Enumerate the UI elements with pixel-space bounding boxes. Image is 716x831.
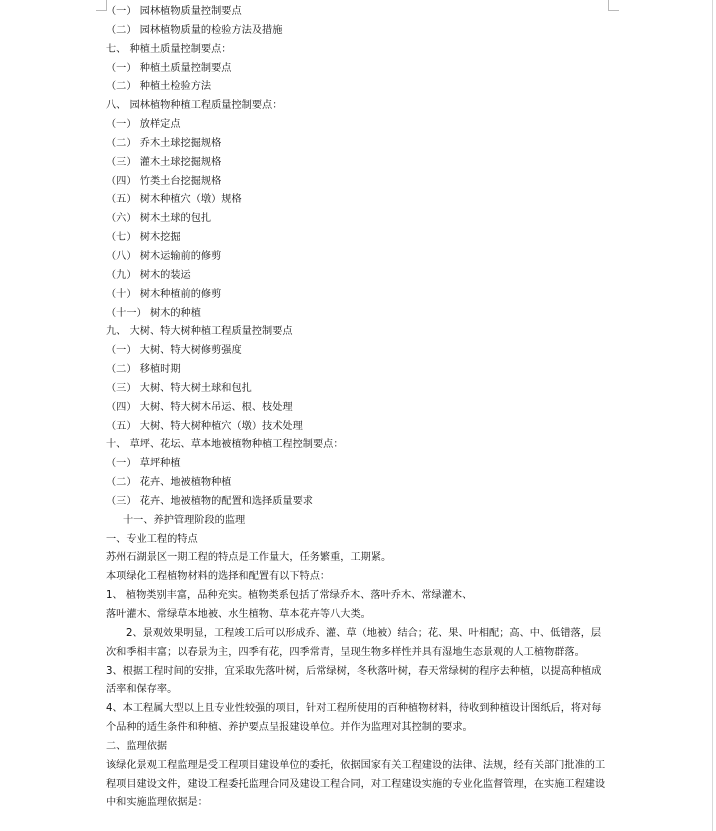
document-body	[106, 3, 611, 813]
text-line: （二） 花卉、地被植物种植	[106, 477, 232, 489]
text-line: （三） 花卉、地被植物的配置和选择质量要求	[106, 495, 313, 507]
text-line: 九、 大树、特大树种植工程质量控制要点	[106, 326, 293, 338]
paragraph-block	[106, 625, 611, 813]
text-line: 七、 种植土质量控制要点：	[106, 43, 232, 55]
text-line: （八） 树木运输前的修剪	[106, 250, 222, 262]
text-line: （三） 大树、特大树土球和包扎	[106, 382, 252, 394]
text-line: （一） 园林植物质量控制要点	[106, 6, 242, 17]
text-line: （二） 园林植物质量的检验方法及措施	[106, 24, 283, 36]
paragraph: 2、景观效果明显，工程竣工后可以形成乔、灌、草（地被）结合；花、果、叶相配；高、中、低错落，层次和季相丰富；以春景为主，四季有花，四季常青，呈现生物多样性并具有湿地生态景观的人工植物群落。	[106, 627, 602, 658]
text-line: （十） 树木种植前的修剪	[106, 288, 222, 300]
text-line: 苏州石湖景区一期工程的特点是工作量大，任务繁重，工期紧。	[106, 552, 392, 564]
paragraph: 3、根据工程时间的安排，宜采取先落叶树，后常绿树，冬秋落叶树，春天常绿树的程序去种植，以提高种植成活率和保存率。	[106, 665, 602, 696]
text-line: （二） 种植土检验方法	[106, 81, 212, 93]
text-line: 1、 植物类别丰富，品种充实。植物类系包括了常绿乔木、落叶乔木、常绿灌木、	[106, 590, 473, 602]
text-line: （七） 树木挖掘	[106, 232, 181, 244]
text-line: （三） 灌木土球挖掘规格	[106, 156, 222, 168]
text-line: 十一、养护管理阶段的监理	[123, 514, 246, 526]
text-line: 落叶灌木、常绿草本地被、水生植物、草本花卉等八大类。	[106, 609, 371, 620]
text-line: （十一） 树木的种植	[106, 307, 201, 319]
text-line: 十、 草坪、花坛、草本地被植物种植工程控制要点：	[106, 439, 344, 451]
text-line: （一） 种植土质量控制要点	[106, 62, 232, 74]
text-line: （二） 移植时期	[106, 364, 181, 376]
page-edge-line	[712, 0, 713, 831]
text-line: （一） 放样定点	[106, 119, 181, 131]
paragraph: 4、本工程属大型以上且专业性较强的项目，针对工程所使用的百种植物材料，待收到种植设计图纸后，将对每个品种的适生条件和种植、养护要点呈报建设单位。并作为监理对其控制的要求。	[106, 703, 602, 734]
text-line: （一） 草坪种植	[106, 458, 181, 470]
text-line: （一） 大树、特大树修剪强度	[106, 345, 242, 357]
text-line: （四） 大树、特大树木吊运、根、枝处理	[106, 401, 293, 413]
text-line: 八、 园林植物种植工程质量控制要点：	[106, 100, 283, 112]
text-line: （五） 大树、特大树种植穴（墩）技术处理	[106, 420, 303, 432]
text-line: 一、专业工程的特点	[106, 533, 198, 545]
paragraph: 该绿化景观工程监理是受工程项目建设单位的委托，依据国家有关工程建设的法律、法规，经有关部门批准的工程项目建设文件，建设工程委托监理合同及建设工程合同，对工程建设实施的专业化监督管理，在实施工程建设中和实施监理依据是：	[106, 759, 606, 809]
text-line: （九） 树木的装运	[106, 269, 191, 281]
text-line: （四） 竹类土台挖掘规格	[106, 175, 222, 187]
text-line: （二） 乔木土球挖掘规格	[106, 137, 222, 149]
text-line: （六） 树木土球的包扎	[106, 213, 212, 225]
outline-list	[106, 3, 611, 625]
text-line: （五） 树木种植穴（墩）规格	[106, 194, 242, 206]
paragraph: 二、监理依据	[106, 740, 168, 752]
text-line: 本项绿化工程植物材料的选择和配置有以下特点：	[106, 571, 331, 583]
